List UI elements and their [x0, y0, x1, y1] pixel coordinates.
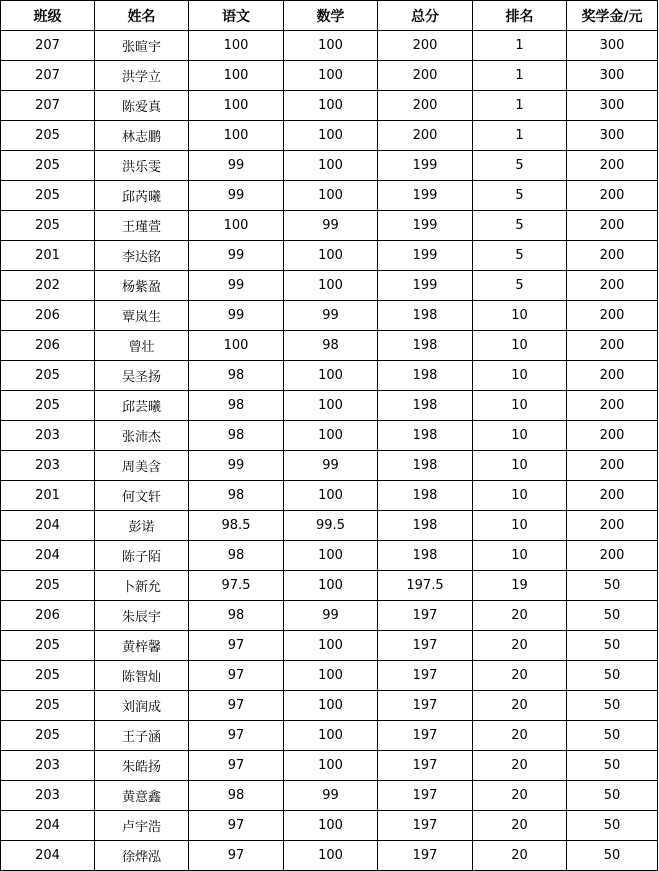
cell-name: 黄梓馨 — [95, 631, 189, 661]
cell-chinese: 97 — [189, 691, 284, 721]
cell-class: 205 — [1, 661, 95, 691]
cell-chinese: 98.5 — [189, 511, 284, 541]
cell-rank: 20 — [473, 691, 567, 721]
cell-name: 刘润成 — [95, 691, 189, 721]
table-row — [1, 631, 658, 661]
table-row — [1, 241, 658, 271]
cell-rank: 10 — [473, 391, 567, 421]
cell-class: 201 — [1, 241, 95, 271]
cell-chinese: 100 — [189, 91, 284, 121]
cell-scholarship: 200 — [567, 331, 658, 361]
cell-scholarship: 50 — [567, 841, 658, 871]
cell-total: 197 — [378, 841, 473, 871]
table-row — [1, 691, 658, 721]
cell-rank: 10 — [473, 541, 567, 571]
cell-name: 张暄宇 — [95, 31, 189, 61]
cell-math: 99 — [284, 301, 378, 331]
cell-total: 197 — [378, 811, 473, 841]
cell-chinese: 97 — [189, 841, 284, 871]
table-header — [1, 1, 658, 31]
cell-scholarship: 200 — [567, 421, 658, 451]
cell-scholarship: 300 — [567, 121, 658, 151]
cell-scholarship: 50 — [567, 601, 658, 631]
table-row — [1, 331, 658, 361]
cell-name: 陈智灿 — [95, 661, 189, 691]
cell-total: 199 — [378, 211, 473, 241]
table-body — [1, 31, 658, 871]
cell-total: 199 — [378, 271, 473, 301]
cell-class: 205 — [1, 181, 95, 211]
header-scholarship: 奖学金/元 — [567, 1, 658, 31]
cell-total: 198 — [378, 421, 473, 451]
cell-rank: 20 — [473, 781, 567, 811]
cell-math: 100 — [284, 841, 378, 871]
cell-rank: 10 — [473, 511, 567, 541]
cell-total: 198 — [378, 361, 473, 391]
cell-rank: 20 — [473, 721, 567, 751]
cell-rank: 1 — [473, 61, 567, 91]
cell-rank: 20 — [473, 661, 567, 691]
cell-chinese: 98 — [189, 391, 284, 421]
cell-class: 203 — [1, 781, 95, 811]
cell-chinese: 97.5 — [189, 571, 284, 601]
cell-chinese: 97 — [189, 811, 284, 841]
cell-rank: 5 — [473, 181, 567, 211]
cell-name: 洪学立 — [95, 61, 189, 91]
cell-total: 197 — [378, 601, 473, 631]
cell-name: 曾壮 — [95, 331, 189, 361]
cell-math: 100 — [284, 721, 378, 751]
cell-class: 206 — [1, 301, 95, 331]
cell-scholarship: 200 — [567, 511, 658, 541]
table-row — [1, 721, 658, 751]
cell-total: 197 — [378, 721, 473, 751]
cell-chinese: 100 — [189, 31, 284, 61]
cell-total: 199 — [378, 151, 473, 181]
cell-name: 张沛杰 — [95, 421, 189, 451]
cell-total: 197 — [378, 631, 473, 661]
header-chinese: 语文 — [189, 1, 284, 31]
header-rank: 排名 — [473, 1, 567, 31]
table-row — [1, 91, 658, 121]
cell-chinese: 98 — [189, 361, 284, 391]
cell-name: 卜新允 — [95, 571, 189, 601]
table-row — [1, 271, 658, 301]
cell-math: 99 — [284, 451, 378, 481]
cell-math: 100 — [284, 151, 378, 181]
cell-math: 100 — [284, 541, 378, 571]
table-row — [1, 31, 658, 61]
cell-math: 99.5 — [284, 511, 378, 541]
cell-rank: 1 — [473, 91, 567, 121]
table-row — [1, 841, 658, 871]
cell-math: 100 — [284, 751, 378, 781]
cell-class: 204 — [1, 811, 95, 841]
table-row — [1, 421, 658, 451]
cell-class: 207 — [1, 31, 95, 61]
table-row — [1, 151, 658, 181]
cell-chinese: 97 — [189, 751, 284, 781]
cell-scholarship: 200 — [567, 211, 658, 241]
cell-math: 100 — [284, 631, 378, 661]
cell-math: 99 — [284, 781, 378, 811]
cell-name: 邱芮曦 — [95, 181, 189, 211]
cell-chinese: 99 — [189, 301, 284, 331]
cell-total: 198 — [378, 451, 473, 481]
cell-class: 205 — [1, 361, 95, 391]
cell-chinese: 99 — [189, 151, 284, 181]
cell-rank: 10 — [473, 331, 567, 361]
cell-class: 203 — [1, 421, 95, 451]
cell-math: 99 — [284, 211, 378, 241]
table-row — [1, 751, 658, 781]
cell-scholarship: 50 — [567, 631, 658, 661]
cell-math: 100 — [284, 91, 378, 121]
cell-math: 100 — [284, 241, 378, 271]
table-row — [1, 391, 658, 421]
cell-scholarship: 200 — [567, 541, 658, 571]
cell-math: 100 — [284, 181, 378, 211]
cell-scholarship: 200 — [567, 271, 658, 301]
table-row — [1, 121, 658, 151]
cell-total: 200 — [378, 31, 473, 61]
cell-name: 吴圣扬 — [95, 361, 189, 391]
cell-name: 王瑾萱 — [95, 211, 189, 241]
cell-name: 黄意鑫 — [95, 781, 189, 811]
cell-name: 洪乐雯 — [95, 151, 189, 181]
cell-rank: 10 — [473, 481, 567, 511]
cell-name: 彭诺 — [95, 511, 189, 541]
cell-class: 205 — [1, 151, 95, 181]
cell-scholarship: 50 — [567, 811, 658, 841]
cell-total: 199 — [378, 181, 473, 211]
cell-class: 205 — [1, 121, 95, 151]
cell-class: 205 — [1, 631, 95, 661]
table-row — [1, 781, 658, 811]
cell-chinese: 99 — [189, 241, 284, 271]
cell-name: 邱芸曦 — [95, 391, 189, 421]
cell-class: 203 — [1, 751, 95, 781]
cell-class: 204 — [1, 541, 95, 571]
cell-chinese: 98 — [189, 421, 284, 451]
cell-scholarship: 200 — [567, 181, 658, 211]
cell-chinese: 98 — [189, 481, 284, 511]
cell-total: 198 — [378, 391, 473, 421]
cell-total: 198 — [378, 301, 473, 331]
cell-name: 朱辰宇 — [95, 601, 189, 631]
cell-name: 朱皓扬 — [95, 751, 189, 781]
cell-total: 200 — [378, 121, 473, 151]
header-class: 班级 — [1, 1, 95, 31]
cell-name: 卢宇浩 — [95, 811, 189, 841]
cell-math: 100 — [284, 421, 378, 451]
cell-class: 205 — [1, 691, 95, 721]
cell-chinese: 100 — [189, 121, 284, 151]
table-row — [1, 361, 658, 391]
cell-name: 陈爱真 — [95, 91, 189, 121]
cell-total: 197 — [378, 781, 473, 811]
cell-total: 198 — [378, 511, 473, 541]
cell-chinese: 98 — [189, 541, 284, 571]
cell-total: 198 — [378, 331, 473, 361]
cell-chinese: 100 — [189, 211, 284, 241]
cell-rank: 20 — [473, 601, 567, 631]
cell-scholarship: 50 — [567, 751, 658, 781]
table-row — [1, 451, 658, 481]
cell-name: 林志鹏 — [95, 121, 189, 151]
cell-scholarship: 200 — [567, 301, 658, 331]
cell-math: 100 — [284, 481, 378, 511]
cell-chinese: 99 — [189, 451, 284, 481]
cell-chinese: 100 — [189, 331, 284, 361]
cell-rank: 10 — [473, 421, 567, 451]
table-row — [1, 601, 658, 631]
cell-class: 205 — [1, 721, 95, 751]
cell-math: 100 — [284, 271, 378, 301]
cell-math: 100 — [284, 391, 378, 421]
cell-scholarship: 50 — [567, 691, 658, 721]
cell-rank: 1 — [473, 121, 567, 151]
table-row — [1, 511, 658, 541]
cell-rank: 10 — [473, 451, 567, 481]
cell-rank: 1 — [473, 31, 567, 61]
cell-name: 王子涵 — [95, 721, 189, 751]
cell-class: 204 — [1, 841, 95, 871]
cell-name: 覃岚生 — [95, 301, 189, 331]
cell-class: 202 — [1, 271, 95, 301]
cell-total: 200 — [378, 91, 473, 121]
cell-rank: 10 — [473, 361, 567, 391]
cell-math: 100 — [284, 571, 378, 601]
table-row — [1, 181, 658, 211]
cell-scholarship: 50 — [567, 781, 658, 811]
cell-name: 何文轩 — [95, 481, 189, 511]
cell-total: 197 — [378, 691, 473, 721]
cell-class: 203 — [1, 451, 95, 481]
cell-chinese: 97 — [189, 721, 284, 751]
cell-scholarship: 200 — [567, 481, 658, 511]
cell-class: 207 — [1, 91, 95, 121]
cell-total: 198 — [378, 541, 473, 571]
table-row — [1, 811, 658, 841]
cell-math: 100 — [284, 691, 378, 721]
table-row — [1, 541, 658, 571]
cell-chinese: 98 — [189, 781, 284, 811]
cell-scholarship: 200 — [567, 151, 658, 181]
cell-chinese: 100 — [189, 61, 284, 91]
cell-rank: 20 — [473, 751, 567, 781]
cell-total: 199 — [378, 241, 473, 271]
cell-math: 100 — [284, 811, 378, 841]
cell-scholarship: 200 — [567, 361, 658, 391]
cell-scholarship: 200 — [567, 241, 658, 271]
cell-total: 198 — [378, 481, 473, 511]
cell-math: 99 — [284, 601, 378, 631]
cell-rank: 5 — [473, 211, 567, 241]
header-row — [1, 1, 658, 31]
cell-rank: 20 — [473, 841, 567, 871]
cell-name: 周美含 — [95, 451, 189, 481]
cell-class: 206 — [1, 601, 95, 631]
cell-chinese: 97 — [189, 661, 284, 691]
cell-name: 李达铭 — [95, 241, 189, 271]
cell-rank: 5 — [473, 151, 567, 181]
cell-total: 197 — [378, 661, 473, 691]
cell-class: 201 — [1, 481, 95, 511]
cell-chinese: 98 — [189, 601, 284, 631]
cell-rank: 5 — [473, 271, 567, 301]
cell-scholarship: 200 — [567, 391, 658, 421]
cell-math: 100 — [284, 661, 378, 691]
cell-total: 200 — [378, 61, 473, 91]
cell-name: 杨紫盈 — [95, 271, 189, 301]
cell-math: 98 — [284, 331, 378, 361]
cell-rank: 20 — [473, 631, 567, 661]
cell-class: 206 — [1, 331, 95, 361]
cell-total: 197 — [378, 751, 473, 781]
cell-math: 100 — [284, 361, 378, 391]
cell-class: 205 — [1, 571, 95, 601]
cell-scholarship: 300 — [567, 31, 658, 61]
cell-chinese: 99 — [189, 181, 284, 211]
cell-math: 100 — [284, 61, 378, 91]
cell-rank: 10 — [473, 301, 567, 331]
cell-class: 207 — [1, 61, 95, 91]
table-row — [1, 481, 658, 511]
cell-scholarship: 50 — [567, 571, 658, 601]
cell-scholarship: 50 — [567, 721, 658, 751]
cell-class: 205 — [1, 391, 95, 421]
header-total: 总分 — [378, 1, 473, 31]
cell-rank: 20 — [473, 811, 567, 841]
cell-total: 197.5 — [378, 571, 473, 601]
cell-rank: 19 — [473, 571, 567, 601]
cell-math: 100 — [284, 31, 378, 61]
cell-scholarship: 200 — [567, 451, 658, 481]
table-row — [1, 61, 658, 91]
cell-chinese: 97 — [189, 631, 284, 661]
header-name: 姓名 — [95, 1, 189, 31]
cell-name: 徐烨泓 — [95, 841, 189, 871]
cell-rank: 5 — [473, 241, 567, 271]
table-row — [1, 661, 658, 691]
cell-chinese: 99 — [189, 271, 284, 301]
table-row — [1, 301, 658, 331]
cell-scholarship: 300 — [567, 61, 658, 91]
cell-name: 陈子陌 — [95, 541, 189, 571]
table-row — [1, 211, 658, 241]
cell-class: 204 — [1, 511, 95, 541]
cell-math: 100 — [284, 121, 378, 151]
cell-scholarship: 300 — [567, 91, 658, 121]
header-math: 数学 — [284, 1, 378, 31]
cell-scholarship: 50 — [567, 661, 658, 691]
cell-class: 205 — [1, 211, 95, 241]
table-row — [1, 571, 658, 601]
